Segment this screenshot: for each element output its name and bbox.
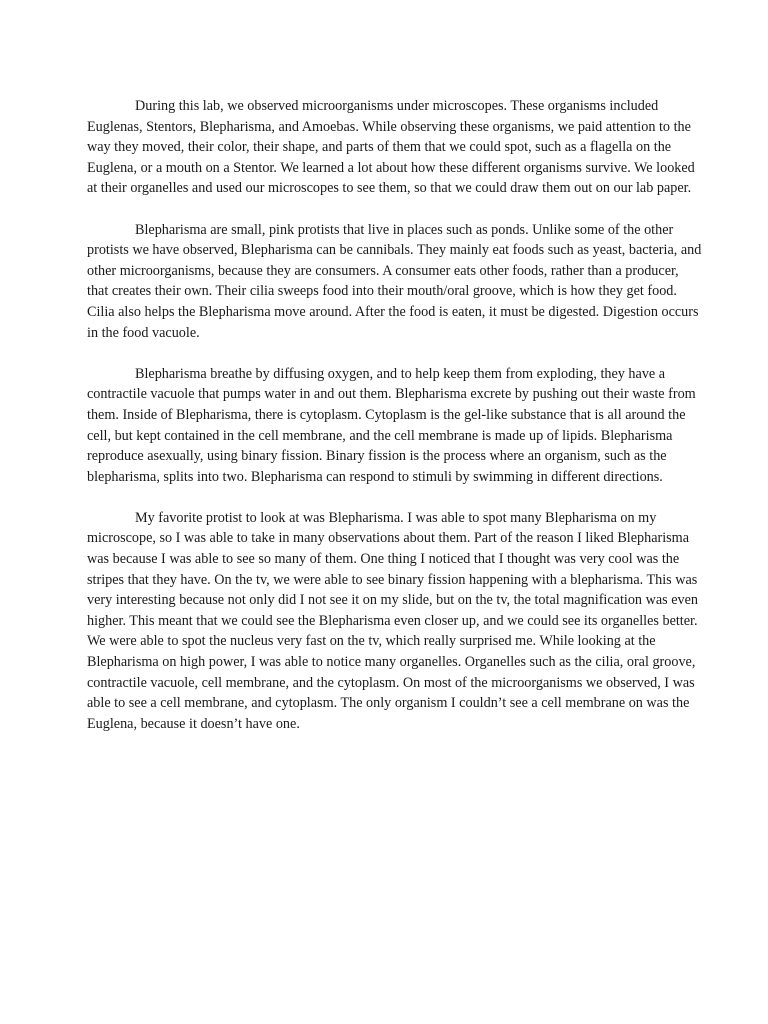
paragraph-favorite-protist: My favorite protist to look at was Blepharisma. I was able to spot many Blepharisma on my microscope, so I was able to take in many observations about them. Part of the reason I liked Blepharisma was because I was able to see so many of them. One thing I noticed that I thought was very cool was the stripes that they have. On the tv, we were able to see binary fission happening with a blepharisma. This was very interesting because not only did I not see it on my slide, but on the tv, the total magnification was even higher. This meant that we could see the Blepharisma even closer up, and we could see its organelles better. We were able to spot the nucleus very fast on the tv, which really surprised me. While looking at the Blepharisma on high power, I was able to notice many organelles. Organelles such as the cilia, oral groove, contractile vacuole, cell membrane, and the cytoplasm. On most of the microorganisms we observed, I was able to see a cell membrane, and cytoplasm. The only organism I couldn’t see a cell membrane on was the Euglena, because it doesn’t have one. bbox=[87, 509, 698, 732]
document-body bbox=[87, 96, 703, 755]
paragraph-nutrition: Blepharisma are small, pink protists that live in places such as ponds. Unlike some of the other protists we have observed, Blepharisma can be cannibals. They mainly eat foods such as yeast, bacteria, and other microorganisms, because they are consumers. A consumer eats other foods, rather than a producer, that creates their own. Their cilia sweeps food into their mouth/oral groove, which is how they get food. Cilia also helps the Blepharisma move around. After the food is eaten, it must be digested. Digestion occurs in the food vacuole. bbox=[87, 221, 702, 341]
paragraph-life-processes: Blepharisma breathe by diffusing oxygen, and to help keep them from exploding, they have a contractile vacuole that pumps water in and out them. Blepharisma excrete by pushing out their waste from them. Inside of Blepharisma, there is cytoplasm. Cytoplasm is the gel-like substance that is all around the cell, but kept contained in the cell membrane, and the cell membrane is made up of lipids. Blepharisma reproduce asexually, using binary fission. Binary fission is the process where an organism, such as the blepharisma, splits into two. Blepharisma can respond to stimuli by swimming in different directions. bbox=[87, 365, 696, 485]
paragraph-intro: During this lab, we observed microorganisms under microscopes. These organisms included Euglenas, Stentors, Blepharisma, and Amoebas. While observing these organisms, we paid attention to the way they moved, their color, their shape, and parts of them that we could spot, such as a flagella on the Euglena, or a mouth on a Stentor. We learned a lot about how these different organisms survive. We looked at their organelles and used our microscopes to see them, so that we could draw them out on our lab paper. bbox=[87, 98, 695, 197]
